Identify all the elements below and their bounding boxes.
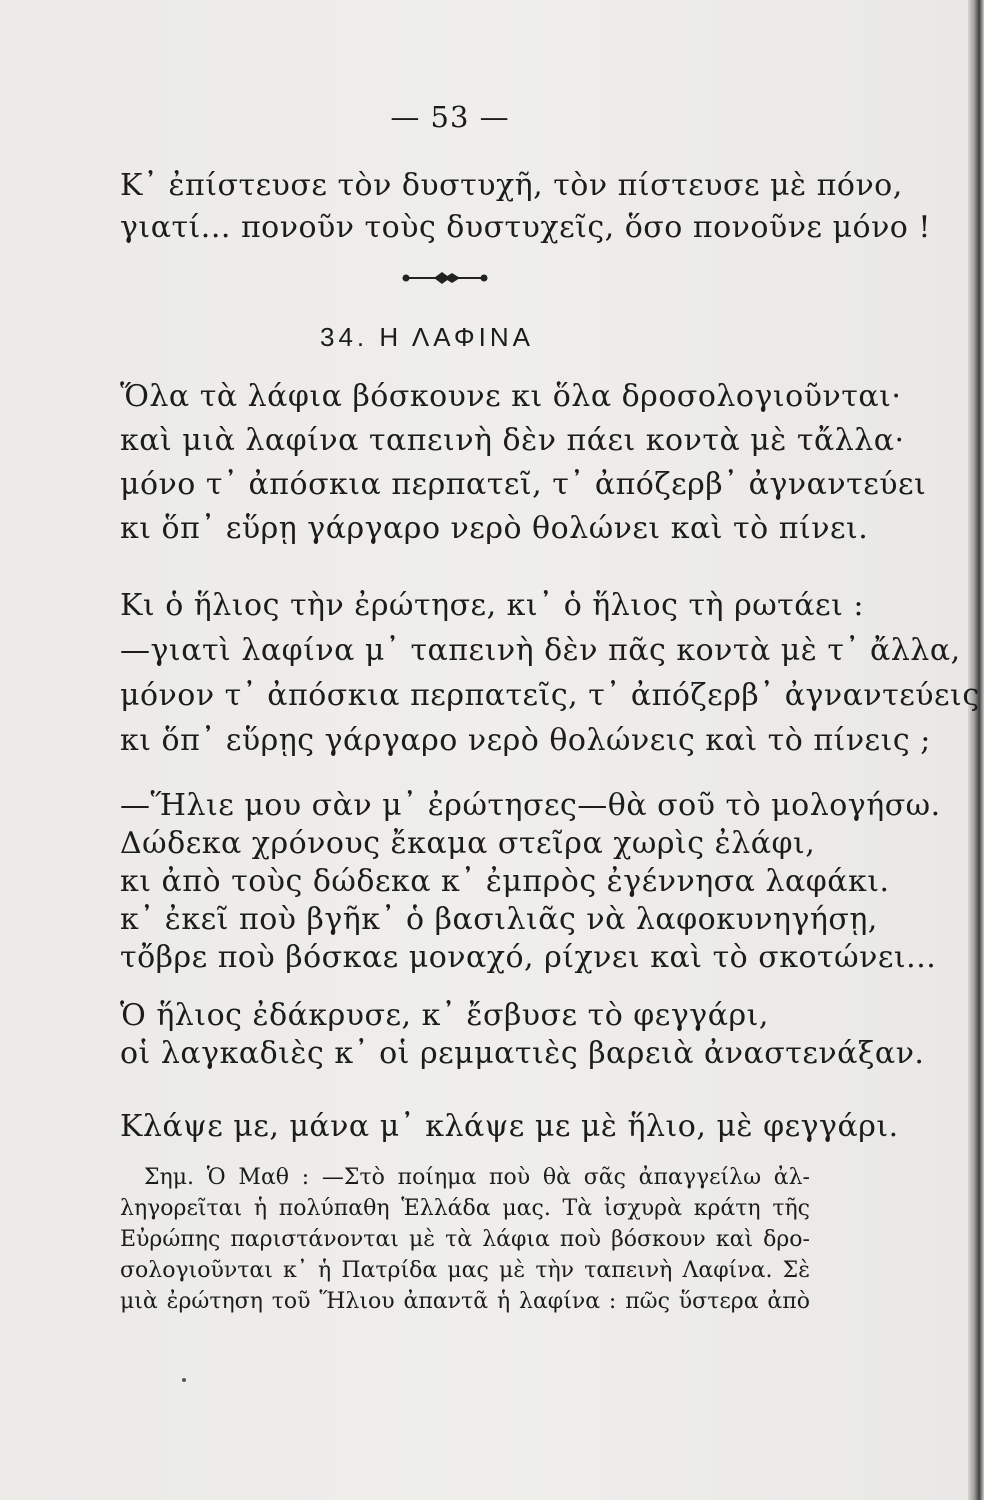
footnote-line: ληγορεῖται ἡ πολύπαθη Ἑλλάδα μας. Τὰ ἰσχυρὰ κράτη τῆς: [120, 1196, 810, 1221]
previous-poem-ending: [120, 165, 931, 249]
stanza: [120, 375, 926, 551]
verse-line: Κ᾽ ἐπίστευσε τὸν δυστυχῆ, τὸν πίστευσε μὲ πόνο,: [120, 168, 903, 203]
footnote: [120, 1162, 810, 1317]
verse-line: κι ἀπὸ τοὺς δώδεκα κ᾽ ἐμπρὸς ἐγέννησα λαφάκι.: [120, 864, 890, 899]
divider-ornament: [400, 270, 490, 286]
footnote-line: σολογιοῦνται κ᾽ ἡ Πατρίδα μας μὲ τὴν ταπεινὴ Λαφίνα. Σὲ: [120, 1258, 810, 1283]
verse-line: κ᾽ ἐκεῖ ποὺ βγῆκ᾽ ὁ βασιλιᾶς νὰ λαφοκυνηγήσῃ,: [120, 902, 878, 937]
stanza: [120, 787, 941, 977]
verse-line: μόνο τ᾽ ἀπόσκια περπατεῖ, τ᾽ ἀπόζερβ᾽ ἀγναντεύει: [120, 467, 927, 502]
verse-line: Κλάψε με, μάνα μ᾽ κλάψε με μὲ ἥλιο, μὲ φεγγάρι.: [120, 1109, 899, 1144]
verse-line: —Ἥλιε μου σὰν μ᾽ ἐρώτησες—θὰ σοῦ τὸ μολογήσω.: [120, 788, 941, 823]
verse-line: γιατί... πονοῦν τοὺς δυστυχεῖς, ὅσο πονοῦνε μόνο !: [120, 210, 931, 245]
verse-line: —γιατὶ λαφίνα μ᾽ ταπεινὴ δὲν πᾶς κοντὰ μὲ τ᾽ ἄλλα,: [120, 633, 961, 668]
footnote-line: μιὰ ἐρώτηση τοῦ Ἥλιου ἀπαντᾶ ἡ λαφίνα : πῶς ὕστερα ἀπὸ: [120, 1289, 810, 1314]
page-number: — 53 —: [390, 100, 510, 134]
poem-title: 34. Η ΛΑΦΙΝΑ: [320, 322, 534, 352]
verse-line: κι ὅπ᾽ εὕρῃς γάργαρο νερὸ θολώνεις καὶ τὸ πίνεις ;: [120, 723, 931, 758]
footnote-line: Σημ. Ὁ Μαθ : —Στὸ ποίημα ποὺ θὰ σᾶς ἀπαγγείλω ἀλ-: [144, 1165, 810, 1190]
verse-line: μόνον τ᾽ ἀπόσκια περπατεῖς, τ᾽ ἀπόζερβ᾽ ἀγναντεύεις: [120, 678, 980, 713]
verse-line: οἱ λαγκαδιὲς κ᾽ οἱ ρεμματιὲς βαρειὰ ἀναστενάξαν.: [120, 1036, 925, 1071]
footnote-line: Εὐρώπης παριστάνονται μὲ τὰ λάφια ποὺ βόσκουν καὶ δρο-: [120, 1227, 810, 1252]
verse-line: Ὁ ἥλιος ἐδάκρυσε, κ᾽ ἔσβυσε τὸ φεγγάρι,: [120, 998, 769, 1033]
verse-line: Ὅλα τὰ λάφια βόσκουνε κι ὅλα δροσολογιοῦνται·: [120, 379, 902, 414]
verse-line: κι ὅπ᾽ εὕρῃ γάργαρο νερὸ θολώνει καὶ τὸ πίνει.: [120, 511, 869, 546]
stanza: [120, 583, 980, 763]
verse-line: τὄβρε ποὺ βόσκαε μοναχό, ρίχνει καὶ τὸ σκοτώνει...: [120, 940, 937, 975]
paper-speck: [182, 1378, 186, 1382]
verse-line: Κι ὁ ἥλιος τὴν ἐρώτησε, κι᾽ ὁ ἥλιος τὴ ρωτάει :: [120, 588, 864, 623]
verse-line: Δώδεκα χρόνους ἔκαμα στεῖρα χωρὶς ἐλάφι,: [120, 826, 816, 861]
verse-line: καὶ μιὰ λαφίνα ταπεινὴ δὲν πάει κοντὰ μὲ τἄλλα·: [120, 423, 905, 458]
stanza: [120, 1108, 899, 1146]
stanza: [120, 997, 924, 1073]
